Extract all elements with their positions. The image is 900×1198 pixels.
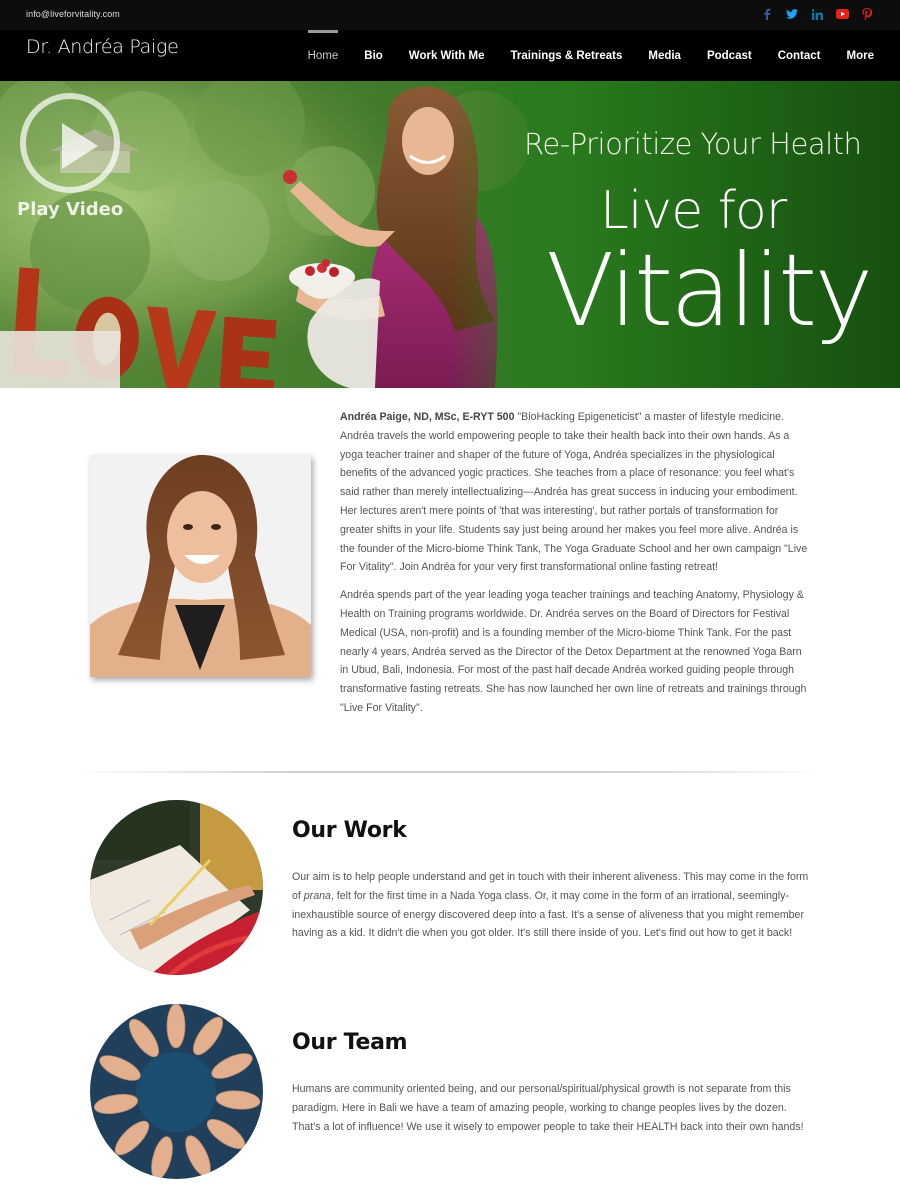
play-video-label[interactable]: Play Video <box>17 199 124 220</box>
hero-subtitle: Re-Prioritize Your Health <box>524 127 862 161</box>
nav-more[interactable]: More <box>846 49 874 62</box>
bio-paragraph-2: Andréa spends part of the year leading yoga teacher trainings and teaching Anatomy, Physiology & Health on Training programs worldwide. Dr. Andréa serves on the Board of Directors for Festival Medical (USA, non-profit) and is a founding member of the Micro-biome Think Tank. For the past nearly 4 years, Andréa served as the Director of the Detox Department at the renowned Yoga Barn in Ubud, Bali, Indonesia. For most of the past half decade Andréa worked guiding people through transformative fasting retreats. She has now launched her own line of retreats and trainings through "Live For Vitality". <box>340 589 807 714</box>
hero-banner[interactable] <box>0 81 900 388</box>
social-links <box>760 7 874 21</box>
our-team-image <box>90 1004 263 1179</box>
our-work-text <box>292 868 814 943</box>
nav-home[interactable]: Home <box>295 30 352 81</box>
our-work-image <box>90 800 263 975</box>
our-work-text-b: , felt for the first time in a Nada Yoga class. Or, it may come in the form of an irrational, seemingly-inexhaustible source of energy discovered deep into a fast. It's a sense of aliveness that you might remember having as a kid. It didn't die when you got older. It's still there inside of you. Let's find out how to get it back! <box>292 889 804 940</box>
bio-paragraph-1-text: "BioHacking Epigeneticist" a master of lifestyle medicine. Andréa travels the world empowering people to take their health back into their own hands. As a yoga teacher trainer and shaper of the future of Yoga, Andréa specializes in the physiological benefits of the advanced yogic practices. She teaches from a place of resonance: you feel what's said rather than merely intellectualizing—Andréa has great success in inducing your embodiment. Her lectures aren't mere points of 'that was interesting', but rather portals of transformation for greater shifts in your life. Students say just being around her makes you feel more alive. Andréa is the founder of the Micro-biome Think Tank, The Yoga Graduate School and her own campaign "Live For Vitality". Join Andréa for your very first transformational online fasting retreat! <box>340 411 808 574</box>
our-work-title: Our Work <box>292 818 407 843</box>
main-navbar <box>0 30 900 81</box>
nav-contact[interactable]: Contact <box>777 49 821 62</box>
linkedin-icon[interactable] <box>810 7 824 21</box>
hero-headline-line1: Live for <box>600 181 787 241</box>
section-divider <box>75 771 825 773</box>
bio-paragraph-1 <box>340 408 812 577</box>
nav-trainings-retreats[interactable]: Trainings & Retreats <box>510 49 623 62</box>
youtube-icon[interactable] <box>835 7 849 21</box>
our-team-text: Humans are community oriented being, and our personal/spiritual/physical growth is not separate from this paradigm. Here in Bali we have a team of amazing people, working to change peoples lives by the dozen. That's a lot of influence! We use it wisely to empower people to take their HEALTH back into their own hands! <box>292 1083 804 1133</box>
hero-headline-line2: Vitality <box>546 232 871 349</box>
facebook-icon[interactable] <box>760 7 774 21</box>
portrait-photo <box>90 455 311 677</box>
nav-bio[interactable]: Bio <box>364 49 383 62</box>
nav-podcast[interactable]: Podcast <box>706 49 752 62</box>
nav-media[interactable]: Media <box>648 49 681 62</box>
play-video-button[interactable] <box>20 93 120 193</box>
our-work-text-em: prana <box>303 889 331 902</box>
site-logo[interactable]: Dr. Andréa Paige <box>26 36 179 58</box>
twitter-icon[interactable] <box>785 7 799 21</box>
top-bar <box>0 0 900 30</box>
pinterest-icon[interactable] <box>860 7 874 21</box>
bio-text <box>340 408 812 727</box>
main-nav <box>295 30 874 81</box>
our-work-text-a: Our aim is to help people understand and get in touch with their inherent aliveness. This may come in the form of <box>292 871 809 902</box>
contact-email-link[interactable]: info@liveforvitality.com <box>26 9 120 19</box>
bio-name: Andréa Paige, ND, MSc, E-RYT 500 <box>340 411 515 423</box>
nav-work-with-me[interactable]: Work With Me <box>408 49 485 62</box>
our-team-title: Our Team <box>292 1030 408 1055</box>
